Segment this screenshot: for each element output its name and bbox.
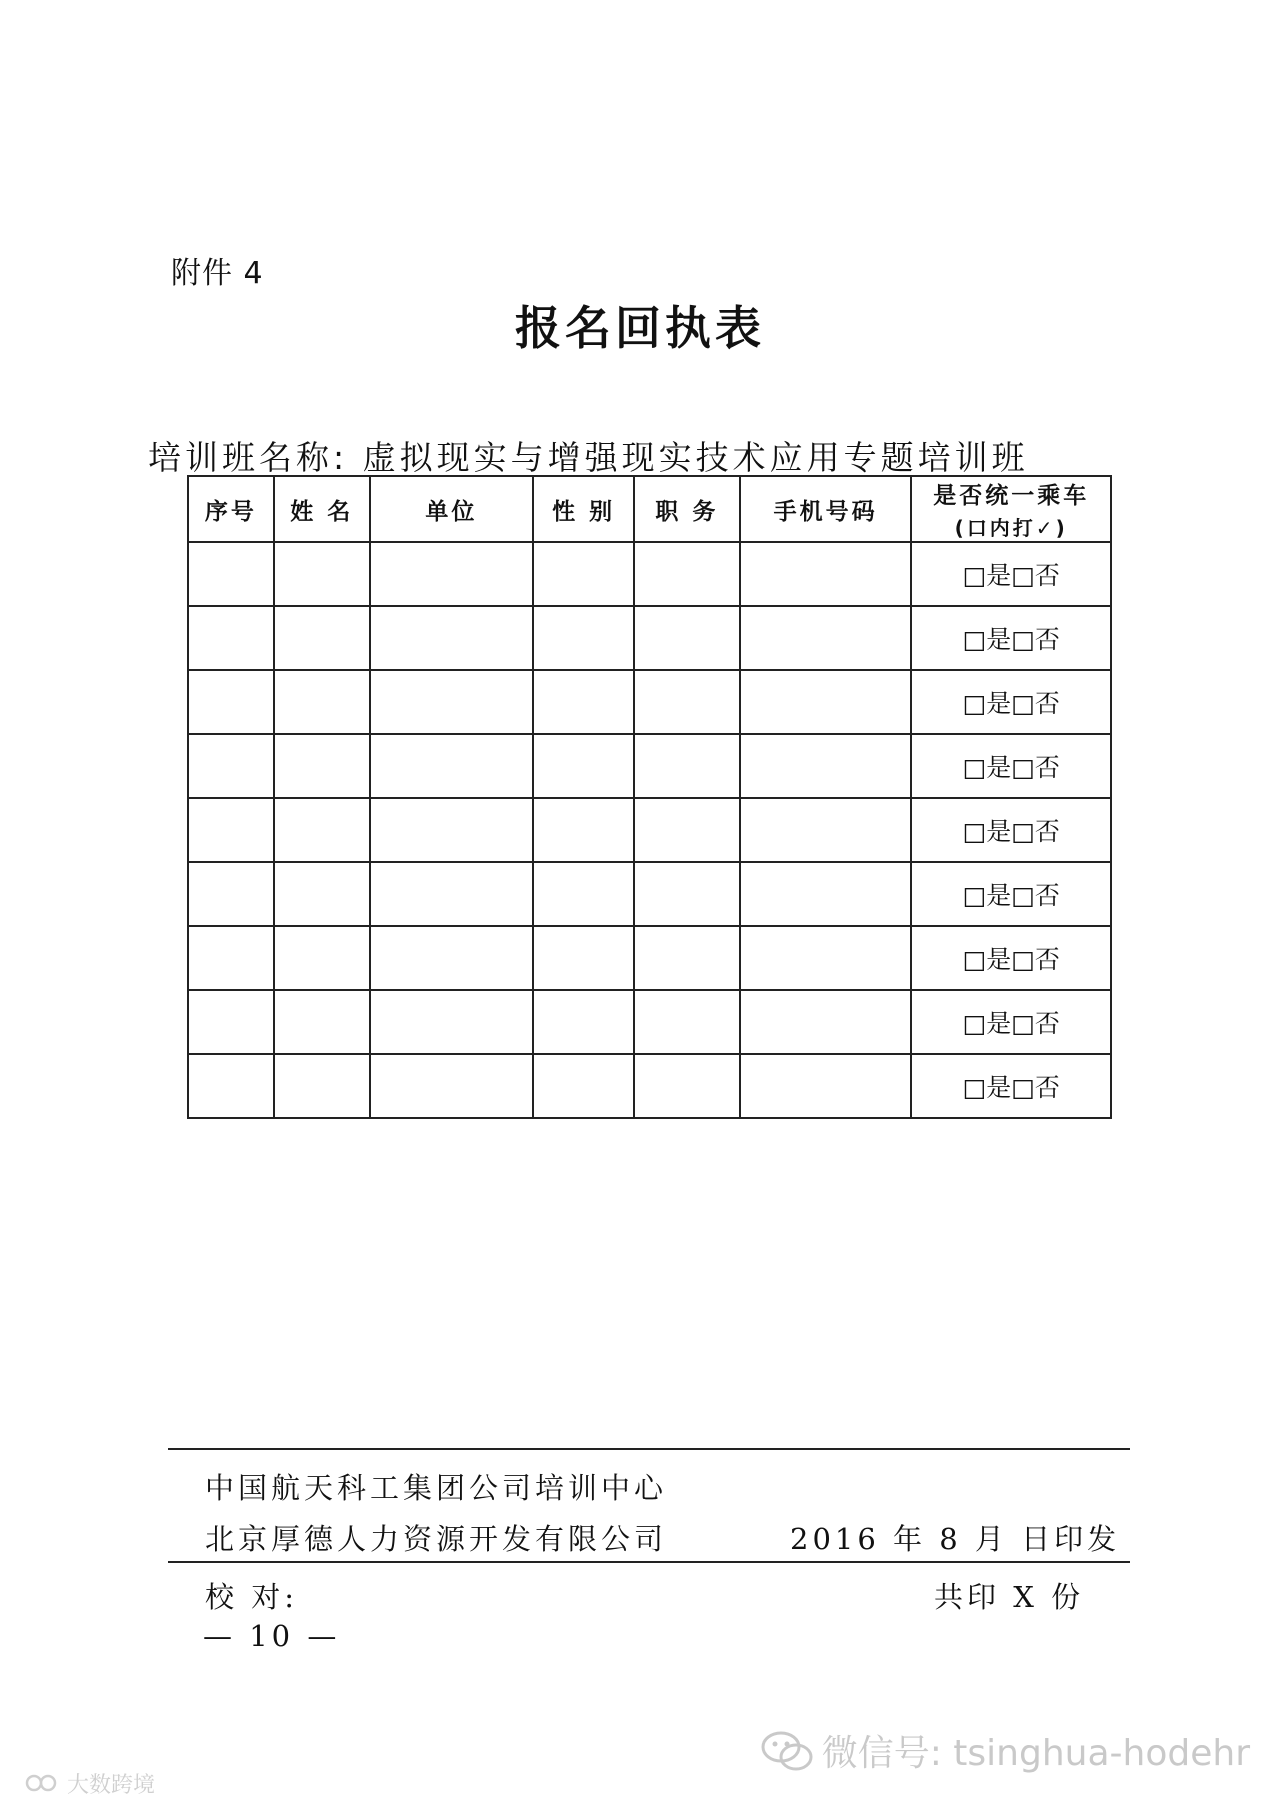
cell-phone bbox=[740, 670, 912, 734]
cell-phone bbox=[740, 798, 912, 862]
cell-unit bbox=[370, 798, 534, 862]
table-row bbox=[188, 1054, 1111, 1118]
source-logo-icon bbox=[25, 1772, 59, 1800]
cell-index bbox=[188, 926, 274, 990]
cell-position bbox=[634, 990, 740, 1054]
cell-shuttle[interactable]: □是□否 bbox=[911, 798, 1111, 862]
footer-org-2: 北京厚德人力资源开发有限公司 bbox=[205, 1522, 668, 1556]
header-index: 序号 bbox=[188, 476, 274, 542]
table-row bbox=[188, 542, 1111, 606]
cell-position bbox=[634, 542, 740, 606]
cell-gender bbox=[533, 606, 634, 670]
cell-index bbox=[188, 734, 274, 798]
cell-index bbox=[188, 1054, 274, 1118]
table-row bbox=[188, 606, 1111, 670]
table-row bbox=[188, 670, 1111, 734]
cell-position bbox=[634, 734, 740, 798]
cell-name bbox=[274, 542, 370, 606]
cell-shuttle[interactable]: □是□否 bbox=[911, 734, 1111, 798]
table-header-row bbox=[188, 476, 1111, 542]
cell-phone bbox=[740, 1054, 912, 1118]
cell-shuttle[interactable]: □是□否 bbox=[911, 990, 1111, 1054]
attachment-label: 附件 4 bbox=[171, 256, 264, 291]
cell-name bbox=[274, 670, 370, 734]
cell-position bbox=[634, 862, 740, 926]
table-row bbox=[188, 798, 1111, 862]
cell-shuttle[interactable]: □是□否 bbox=[911, 670, 1111, 734]
cell-name bbox=[274, 1054, 370, 1118]
cell-index bbox=[188, 606, 274, 670]
cell-unit bbox=[370, 1054, 534, 1118]
cell-unit bbox=[370, 734, 534, 798]
source-watermark bbox=[25, 1768, 155, 1800]
copies-printed: 共印 X 份 bbox=[934, 1580, 1085, 1614]
cell-position bbox=[634, 798, 740, 862]
cell-phone bbox=[740, 542, 912, 606]
cell-name bbox=[274, 606, 370, 670]
cell-index bbox=[188, 542, 274, 606]
cell-gender bbox=[533, 990, 634, 1054]
cell-unit bbox=[370, 990, 534, 1054]
cell-position bbox=[634, 670, 740, 734]
cell-unit bbox=[370, 926, 534, 990]
cell-phone bbox=[740, 990, 912, 1054]
header-name: 姓 名 bbox=[274, 476, 370, 542]
cell-index bbox=[188, 990, 274, 1054]
cell-shuttle[interactable]: □是□否 bbox=[911, 926, 1111, 990]
table-row bbox=[188, 926, 1111, 990]
course-name-value: 虚拟现实与增强现实技术应用专题培训班 bbox=[362, 438, 1029, 477]
table-row bbox=[188, 734, 1111, 798]
cell-gender bbox=[533, 926, 634, 990]
proofreader-label: 校 对: bbox=[205, 1580, 298, 1614]
header-gender: 性 别 bbox=[533, 476, 634, 542]
cell-position bbox=[634, 926, 740, 990]
course-name-line bbox=[148, 432, 1029, 479]
cell-index bbox=[188, 798, 274, 862]
table-row bbox=[188, 990, 1111, 1054]
header-phone: 手机号码 bbox=[740, 476, 912, 542]
cell-unit bbox=[370, 542, 534, 606]
header-position: 职 务 bbox=[634, 476, 740, 542]
header-shuttle-hint: (口内打✓) bbox=[954, 516, 1068, 540]
footer-rule-top bbox=[168, 1448, 1130, 1450]
header-shuttle-label: 是否统一乘车 bbox=[933, 483, 1090, 509]
cell-index bbox=[188, 670, 274, 734]
cell-index bbox=[188, 862, 274, 926]
cell-position bbox=[634, 1054, 740, 1118]
page-number: — 10 — bbox=[203, 1619, 341, 1653]
wechat-id: 微信号: tsinghua-hodehr bbox=[821, 1733, 1250, 1774]
cell-gender bbox=[533, 670, 634, 734]
cell-name bbox=[274, 990, 370, 1054]
cell-gender bbox=[533, 798, 634, 862]
page-title: 报名回执表 bbox=[515, 301, 765, 355]
cell-shuttle[interactable]: □是□否 bbox=[911, 862, 1111, 926]
cell-name bbox=[274, 734, 370, 798]
cell-shuttle[interactable]: □是□否 bbox=[911, 606, 1111, 670]
issue-date: 2016 年 8 月 日印发 bbox=[790, 1522, 1121, 1556]
cell-unit bbox=[370, 606, 534, 670]
cell-phone bbox=[740, 926, 912, 990]
footer-rule-bottom bbox=[168, 1561, 1130, 1563]
footer-org-1: 中国航天科工集团公司培训中心 bbox=[205, 1471, 668, 1505]
source-name: 大数跨境 bbox=[67, 1773, 156, 1798]
cell-name bbox=[274, 926, 370, 990]
header-unit: 单位 bbox=[370, 476, 534, 542]
wechat-watermark bbox=[760, 1725, 1250, 1781]
cell-unit bbox=[370, 862, 534, 926]
cell-phone bbox=[740, 734, 912, 798]
cell-gender bbox=[533, 734, 634, 798]
cell-phone bbox=[740, 606, 912, 670]
table-body bbox=[188, 542, 1111, 1118]
cell-unit bbox=[370, 670, 534, 734]
table-row bbox=[188, 862, 1111, 926]
cell-shuttle[interactable]: □是□否 bbox=[911, 542, 1111, 606]
cell-name bbox=[274, 798, 370, 862]
cell-name bbox=[274, 862, 370, 926]
cell-gender bbox=[533, 862, 634, 926]
cell-phone bbox=[740, 862, 912, 926]
cell-gender bbox=[533, 1054, 634, 1118]
wechat-icon bbox=[760, 1730, 814, 1781]
course-name-label: 培训班名称: bbox=[148, 438, 349, 477]
header-shuttle bbox=[911, 476, 1111, 542]
cell-gender bbox=[533, 542, 634, 606]
registration-table bbox=[187, 475, 1112, 1119]
cell-position bbox=[634, 606, 740, 670]
cell-shuttle[interactable]: □是□否 bbox=[911, 1054, 1111, 1118]
